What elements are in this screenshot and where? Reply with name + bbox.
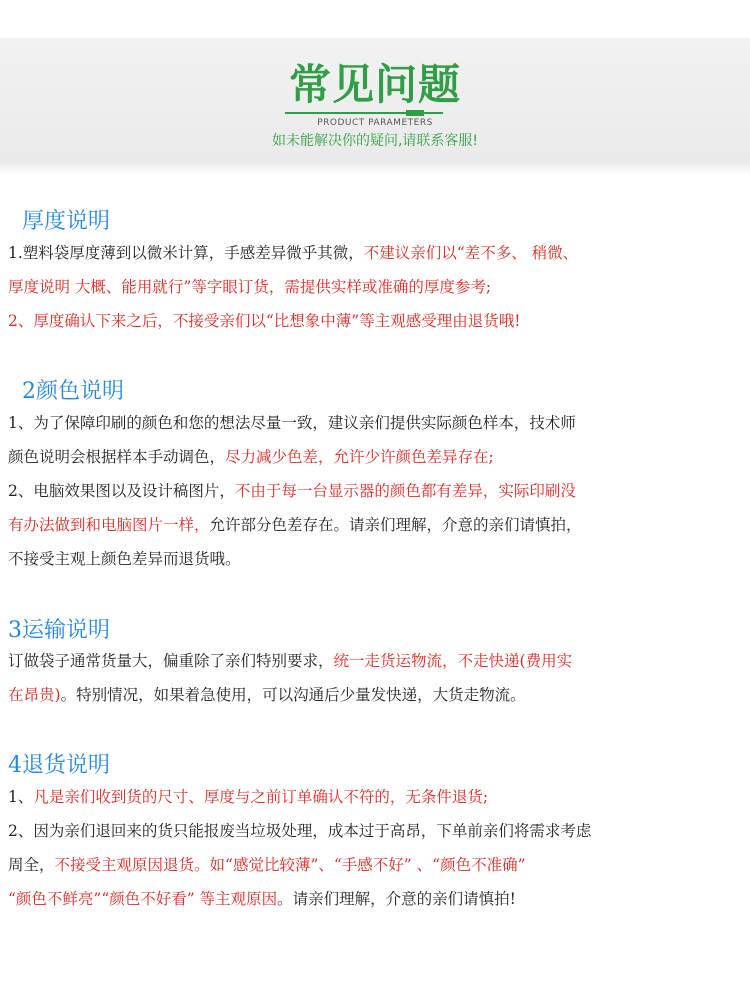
section-line [8, 786, 488, 808]
section-line [8, 854, 526, 876]
text-run-red: 在昂贵) [8, 686, 61, 704]
section-line [8, 548, 241, 570]
text-run-red: “颜色不鲜亮”“颜色不好看” 等主观原因 [8, 890, 278, 908]
section-line [8, 446, 494, 468]
section-line [8, 276, 491, 298]
text-run-red: 不由于每一台显示器的颜色都有差异，实际印刷没 [234, 482, 576, 500]
text-run-red: 厚度说明 大概、能用就行”等字眼订货，需提供实样或准确的厚度参考; [8, 278, 492, 296]
section-line [8, 820, 591, 842]
text-run: 颜色说明会根据样本手动调色， [8, 448, 226, 466]
section-line [8, 480, 576, 502]
section-line [8, 684, 526, 706]
text-run: 订做袋子通常货量大，偏重除了亲们特别要求， [8, 652, 334, 670]
section-heading-color: 2颜色说明 [22, 379, 124, 404]
text-run: 1、 [8, 788, 34, 806]
banner-title: 常见问题 [288, 60, 461, 109]
text-run-red: 不接受主观原因退货。如“感觉比较薄”、“手感不好” 、“颜色不准确” [54, 856, 526, 874]
text-run: 1.塑料袋厚度薄到以微米计算，手感差异微乎其微， [8, 244, 364, 262]
section-heading-returns: 4退货说明 [8, 753, 110, 778]
text-run-red: 有办法做到和电脑图片一样， [8, 516, 210, 534]
banner-underline-accent [406, 110, 424, 116]
text-run: 周全， [8, 856, 55, 874]
text-run: 。特别情况，如果着急使用，可以沟通后少量发快递，大货走物流。 [60, 686, 526, 704]
banner-subtitle-en: PRODUCT PARAMETERS [317, 118, 433, 128]
section-line [8, 310, 520, 332]
section-line [8, 514, 582, 536]
section-line [8, 412, 576, 434]
section-line [8, 650, 572, 672]
faq-banner [0, 38, 750, 164]
text-run-red: 凡是亲们收到货的尺寸、厚度与之前订单确认不符的，无条件退货; [33, 788, 489, 806]
text-run-red: 尽力减少色差，允许少许颜色差异存在; [225, 448, 494, 466]
text-run-red: 不建议亲们以“差不多、 稍微、 [363, 244, 579, 262]
section-heading-shipping: 3运输说明 [8, 618, 110, 643]
text-run-red: 2、厚度确认下来之后，不接受亲们以“比想象中薄”等主观感受理由退货哦! [8, 312, 521, 330]
text-run: 允许部分色差存在。请亲们理解，介意的亲们请慎拍， [209, 516, 582, 534]
text-run: 1、为了保障印刷的颜色和您的想法尽量一致，建议亲们提供实际颜色样本，技术师 [8, 414, 576, 432]
banner-subtitle: 如未能解决你的疑问,请联系客服! [271, 133, 479, 149]
section-line [8, 242, 578, 264]
text-run: 不接受主观上颜色差异而退货哦。 [8, 550, 241, 568]
text-run-red: 统一走货运物流，不走快递(费用实 [333, 652, 573, 670]
text-run: 2、因为亲们退回来的货只能报废当垃圾处理，成本过于高昂，下单前亲们将需求考虑 [8, 822, 592, 840]
text-run: 。请亲们理解，介意的亲们请慎拍! [277, 890, 516, 908]
text-run: 2、电脑效果图以及设计稿图片， [8, 482, 235, 500]
section-line [8, 888, 516, 910]
section-heading-thickness: 厚度说明 [22, 209, 111, 234]
